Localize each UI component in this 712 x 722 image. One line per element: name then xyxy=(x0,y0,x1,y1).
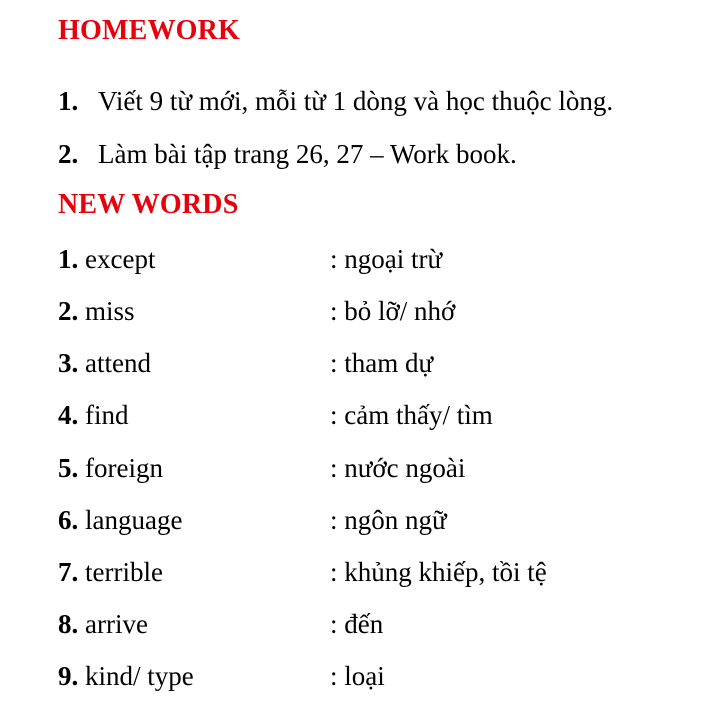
word-row-8 xyxy=(58,608,698,640)
word-row-7 xyxy=(58,556,698,588)
word-meaning: : khủng khiếp, tồi tệ xyxy=(330,557,547,587)
word-number: 8. xyxy=(58,609,79,639)
word-meaning: : tham dự xyxy=(330,348,434,378)
word-number: 6. xyxy=(58,505,79,535)
new-words-heading: NEW WORDS xyxy=(58,189,239,220)
word-number: 2. xyxy=(58,296,79,326)
word-row-4 xyxy=(58,399,698,431)
word-row-9 xyxy=(58,660,698,692)
word-row-2 xyxy=(58,295,698,327)
word-row-5 xyxy=(58,452,698,484)
word-term: language xyxy=(85,505,183,535)
word-meaning: : loại xyxy=(330,661,385,691)
word-term: foreign xyxy=(85,453,163,483)
homework-item-text: Viết 9 từ mới, mỗi từ 1 dòng và học thuộc lòng. xyxy=(98,86,614,116)
homework-item-1 xyxy=(58,85,613,117)
word-meaning: : đến xyxy=(330,609,384,639)
homework-item-number: 1. xyxy=(58,86,79,116)
word-row-6 xyxy=(58,504,698,536)
word-meaning: : nước ngoài xyxy=(330,453,466,483)
word-number: 9. xyxy=(58,661,79,691)
homework-item-number: 2. xyxy=(58,139,79,169)
word-number: 4. xyxy=(58,400,79,430)
word-row-1 xyxy=(58,243,698,275)
word-term: except xyxy=(85,244,156,274)
word-meaning: : bỏ lỡ/ nhớ xyxy=(330,296,456,326)
word-row-3 xyxy=(58,347,698,379)
homework-item-2 xyxy=(58,138,517,170)
word-meaning: : cảm thấy/ tìm xyxy=(330,400,493,430)
homework-item-text: Làm bài tập trang 26, 27 – Work book. xyxy=(98,139,517,169)
word-term: terrible xyxy=(85,557,163,587)
word-number: 7. xyxy=(58,557,79,587)
word-term: find xyxy=(85,400,129,430)
homework-heading: HOMEWORK xyxy=(58,15,241,46)
word-meaning: : ngôn ngữ xyxy=(330,505,447,535)
word-meaning: : ngoại trừ xyxy=(330,244,443,274)
word-term: miss xyxy=(85,296,135,326)
word-number: 3. xyxy=(58,348,79,378)
word-term: kind/ type xyxy=(85,661,194,691)
word-number: 5. xyxy=(58,453,79,483)
word-term: arrive xyxy=(85,609,148,639)
word-number: 1. xyxy=(58,244,79,274)
word-term: attend xyxy=(85,348,151,378)
